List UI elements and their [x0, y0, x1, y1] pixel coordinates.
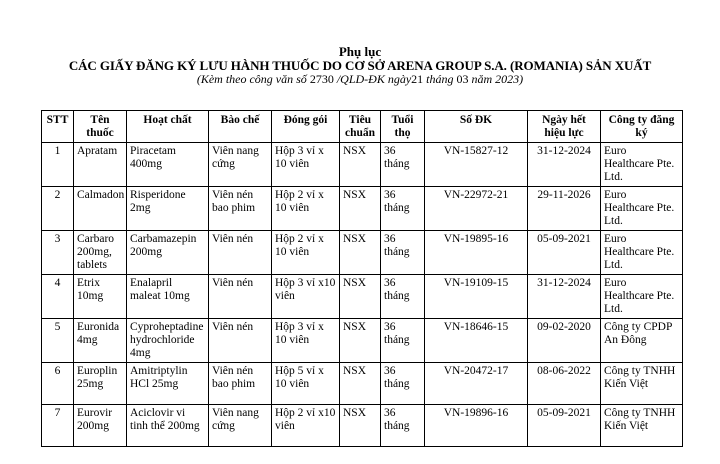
column-header: Số ĐK	[425, 111, 528, 143]
cell-company: Euro Healthcare Pte. Ltd.	[601, 275, 683, 319]
cell-registration-number: VN-19895-16	[425, 231, 528, 275]
appendix-title: Phụ lục	[338, 44, 382, 59]
cell-active-ingredient: Piracetam 400mg	[127, 143, 209, 187]
cell-expiry-date: 05-09-2021	[528, 231, 601, 275]
cell-standard: NSX	[340, 187, 381, 231]
cell-packaging: Hộp 3 vỉ x 10 viên	[272, 319, 340, 363]
cell-stt: 4	[42, 275, 74, 319]
reference-day: 21	[411, 72, 424, 86]
cell-company: Euro Healthcare Pte. Ltd.	[601, 187, 683, 231]
cell-active-ingredient: Cyproheptadine hydrochloride 4mg	[127, 319, 209, 363]
cell-company: Euro Healthcare Pte. Ltd.	[601, 231, 683, 275]
cell-registration-number: VN-15827-12	[425, 143, 528, 187]
cell-dosage-form: Viên nang cứng	[209, 143, 272, 187]
cell-shelf-life: 36 tháng	[381, 275, 425, 319]
cell-shelf-life: 36 tháng	[381, 319, 425, 363]
cell-stt: 5	[42, 319, 74, 363]
cell-active-ingredient: Aciclovir vi tinh thể 200mg	[127, 405, 209, 447]
cell-registration-number: VN-19109-15	[425, 275, 528, 319]
cell-shelf-life: 36 tháng	[381, 187, 425, 231]
cell-shelf-life: 36 tháng	[381, 405, 425, 447]
column-header: Tuổi thọ	[381, 111, 425, 143]
registration-table	[41, 110, 683, 447]
cell-drug-name: Europlin 25mg	[74, 363, 127, 405]
cell-shelf-life: 36 tháng	[381, 231, 425, 275]
reference-prefix: (Kèm theo công văn số	[196, 72, 307, 86]
cell-standard: NSX	[340, 143, 381, 187]
table-row	[42, 405, 683, 447]
cell-shelf-life: 36 tháng	[381, 363, 425, 405]
cell-drug-name: Apratam	[74, 143, 127, 187]
column-header: Đóng gói	[272, 111, 340, 143]
cell-packaging: Hộp 2 vỉ x 10 viên	[272, 231, 340, 275]
cell-dosage-form: Viên nang cứng	[209, 405, 272, 447]
cell-drug-name: Carbaro 200mg, tablets	[74, 231, 127, 275]
cell-packaging: Hộp 5 vỉ x 10 viên	[272, 363, 340, 405]
cell-active-ingredient: Risperidone 2mg	[127, 187, 209, 231]
cell-registration-number: VN-19896-16	[425, 405, 528, 447]
cell-packaging: Hộp 3 vỉ x10 viên	[272, 275, 340, 319]
cell-active-ingredient: Amitriptylin HCl 25mg	[127, 363, 209, 405]
column-header: STT	[42, 111, 74, 143]
table-row	[42, 363, 683, 405]
reference-month-label: tháng	[426, 72, 454, 86]
reference-mid: /QLD-ĐK ngày	[336, 72, 412, 86]
cell-registration-number: VN-20472-17	[425, 363, 528, 405]
cell-drug-name: Etrix 10mg	[74, 275, 127, 319]
table-row	[42, 319, 683, 363]
cell-standard: NSX	[340, 231, 381, 275]
document-number: 2730	[309, 72, 334, 86]
cell-company: Công ty TNHH Kiến Việt	[601, 363, 683, 405]
cell-dosage-form: Viên nén bao phim	[209, 187, 272, 231]
cell-standard: NSX	[340, 363, 381, 405]
cell-drug-name: Calmadon	[74, 187, 127, 231]
table-row	[42, 187, 683, 231]
cell-expiry-date: 31-12-2024	[528, 275, 601, 319]
cell-standard: NSX	[340, 275, 381, 319]
reference-year: năm 2023)	[471, 72, 524, 86]
cell-stt: 3	[42, 231, 74, 275]
column-header: Hoạt chất	[127, 111, 209, 143]
column-header: Tiêu chuẩn	[340, 111, 381, 143]
column-header: Bào chế	[209, 111, 272, 143]
cell-expiry-date: 29-11-2026	[528, 187, 601, 231]
table-row	[42, 143, 683, 187]
cell-expiry-date: 08-06-2022	[528, 363, 601, 405]
cell-registration-number: VN-22972-21	[425, 187, 528, 231]
cell-stt: 2	[42, 187, 74, 231]
document-title: CÁC GIẤY ĐĂNG KÝ LƯU HÀNH THUỐC DO CƠ SỞ ARENA GROUP S.A. (ROMANIA) SẢN XUẤT	[68, 58, 652, 73]
cell-stt: 6	[42, 363, 74, 405]
cell-drug-name: Euronida 4mg	[74, 319, 127, 363]
cell-registration-number: VN-18646-15	[425, 319, 528, 363]
table-row	[42, 231, 683, 275]
cell-packaging: Hộp 2 vỉ x10 viên	[272, 405, 340, 447]
table-header-row	[42, 111, 683, 143]
reference-line	[0, 73, 720, 86]
cell-expiry-date: 31-12-2024	[528, 143, 601, 187]
cell-dosage-form: Viên nén	[209, 275, 272, 319]
cell-dosage-form: Viên nén bao phim	[209, 363, 272, 405]
cell-company: Công ty TNHH Kiến Việt	[601, 405, 683, 447]
column-header: Ngày hết hiệu lực	[528, 111, 601, 143]
cell-expiry-date: 09-02-2020	[528, 319, 601, 363]
cell-active-ingredient: Enalapril maleat 10mg	[127, 275, 209, 319]
column-header: Công ty đăng ký	[601, 111, 683, 143]
table-row	[42, 275, 683, 319]
cell-dosage-form: Viên nén	[209, 231, 272, 275]
cell-stt: 1	[42, 143, 74, 187]
cell-shelf-life: 36 tháng	[381, 143, 425, 187]
cell-drug-name: Eurovir 200mg	[74, 405, 127, 447]
cell-standard: NSX	[340, 319, 381, 363]
cell-dosage-form: Viên nén	[209, 319, 272, 363]
cell-company: Công ty CPDP An Đông	[601, 319, 683, 363]
cell-stt: 7	[42, 405, 74, 447]
cell-active-ingredient: Carbamazepin 200mg	[127, 231, 209, 275]
cell-standard: NSX	[340, 405, 381, 447]
cell-packaging: Hộp 3 vỉ x 10 viên	[272, 143, 340, 187]
reference-month: 03	[456, 72, 469, 86]
cell-packaging: Hộp 2 vỉ x 10 viên	[272, 187, 340, 231]
cell-company: Euro Healthcare Pte. Ltd.	[601, 143, 683, 187]
column-header: Tên thuốc	[74, 111, 127, 143]
cell-expiry-date: 05-09-2021	[528, 405, 601, 447]
